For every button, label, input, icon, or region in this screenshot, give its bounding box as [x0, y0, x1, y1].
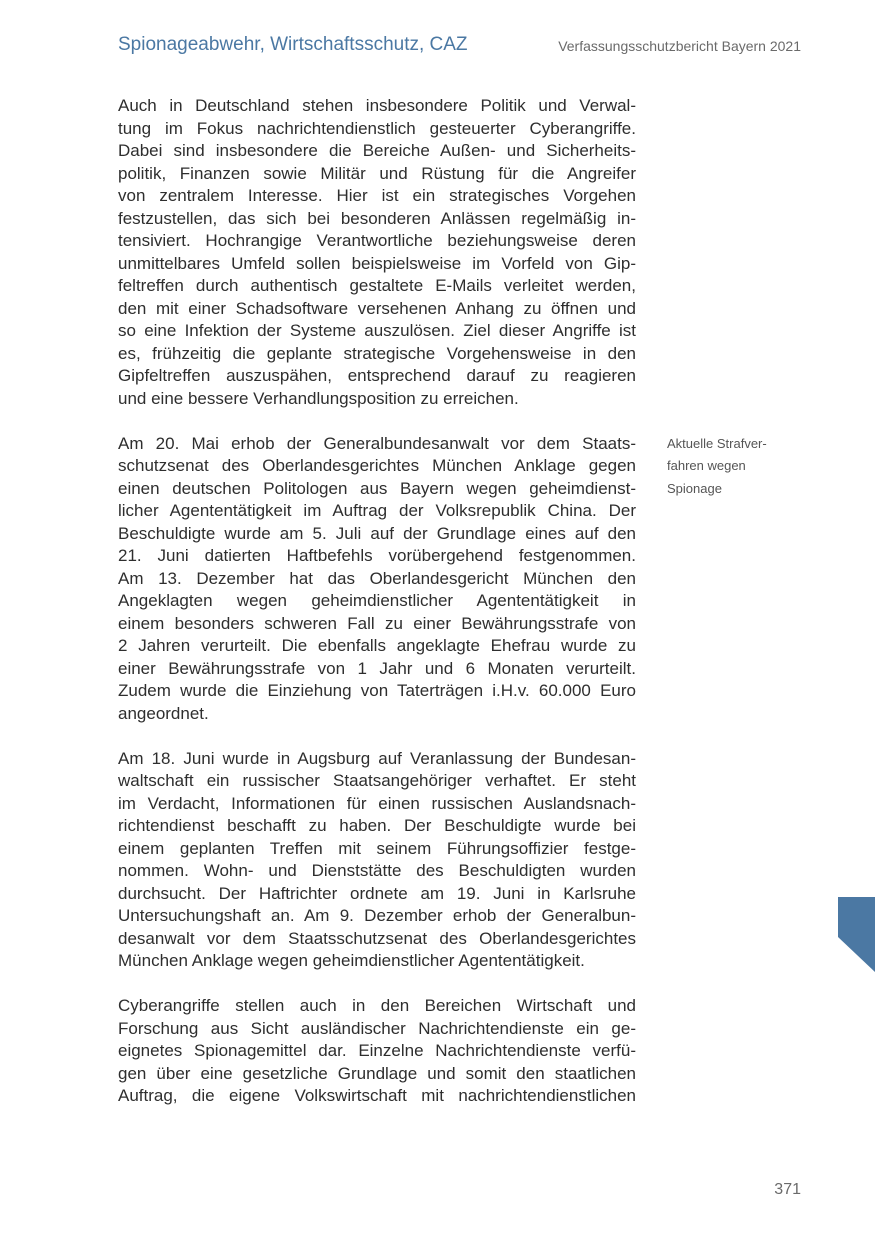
text-line: Gipfeltreffen auszuspähen, entsprechend darauf zu reagieren — [118, 366, 636, 385]
text-line: Forschung aus Sicht ausländischer Nachrichtendienste ein ge- — [118, 1018, 636, 1038]
paragraph — [118, 748, 636, 973]
chapter-tab-shape — [838, 897, 875, 972]
text-line: politik, Finanzen sowie Militär und Rüstung für die Angreifer — [118, 163, 636, 183]
paragraph — [118, 95, 636, 410]
text-line: festzustellen, das sich bei besonderen Anlässen regelmäßig in- — [118, 208, 636, 228]
text-line: angeordnet. — [118, 703, 209, 723]
text-line: nommen. Wohn- und Dienststätte des Beschuldigten wurden — [118, 861, 636, 880]
text-line: von zentralem Interesse. Hier ist ein strategisches Vorgehen — [118, 186, 636, 205]
text-line: Auch in Deutschland stehen insbesondere Politik und Verwal- — [118, 96, 636, 115]
text-line: so eine Infektion der Systeme auszulösen. Ziel dieser Angriffe ist — [118, 321, 636, 340]
text-line: Zudem wurde die Einziehung von Taterträgen i.H.v. 60.000 Euro — [118, 681, 636, 700]
text-line: München Anklage wegen geheimdienstlicher Agententätigkeit. — [118, 951, 585, 970]
chapter-tab-marker-icon — [838, 897, 875, 972]
text-line: Dabei sind insbesondere die Bereiche Außen- und Sicherheits- — [118, 141, 636, 160]
text-line: desanwalt vor dem Staatsschutzsenat des Oberlandesgerichtes — [118, 928, 636, 948]
text-line: richtendienst beschafft zu haben. Der Beschuldigte wurde bei — [118, 816, 636, 835]
text-line: waltschaft ein russischer Staatsangehöriger verhaftet. Er steht — [118, 771, 636, 790]
text-line: 21. Juni datierten Haftbefehls vorübergehend festgenommen. — [118, 546, 636, 565]
margin-note-line: fahren wegen — [667, 458, 746, 473]
text-line: tensiviert. Hochrangige Verantwortliche beziehungsweise deren — [118, 231, 636, 250]
text-line: es, frühzeitig die geplante strategische Vorgehensweise in den — [118, 343, 636, 363]
running-header-section-title: Spionageabwehr, Wirtschaftsschutz, CAZ — [118, 34, 468, 55]
text-line: Untersuchungshaft an. Am 9. Dezember erhob der Generalbun- — [118, 906, 636, 925]
margin-note-line: Spionage — [667, 480, 722, 496]
text-line: einen deutschen Politologen aus Bayern wegen geheimdienst- — [118, 478, 636, 498]
paragraph — [118, 995, 636, 1108]
text-line: licher Agententätigkeit im Auftrag der Volksrepublik China. Der — [118, 501, 636, 520]
text-line: eignetes Spionagemittel dar. Einzelne Nachrichtendienste verfü- — [118, 1041, 636, 1060]
text-line: Am 18. Juni wurde in Augsburg auf Veranlassung der Bundesan- — [118, 748, 636, 768]
margin-note — [667, 433, 807, 501]
text-line: Angeklagten wegen geheimdienstlicher Agententätigkeit in — [118, 591, 636, 610]
page-number: 371 — [774, 1181, 801, 1198]
text-line: Beschuldigte wurde am 5. Juli auf der Grundlage eines auf den — [118, 523, 636, 543]
text-line: Am 13. Dezember hat das Oberlandesgericht München den — [118, 568, 636, 588]
running-header-publication-title: Verfassungsschutzbericht Bayern 2021 — [558, 38, 801, 54]
text-line: schutzsenat des Oberlandesgerichtes München Anklage gegen — [118, 456, 636, 475]
body-text — [118, 95, 636, 1130]
text-line: Auftrag, die eigene Volkswirtschaft mit nachrichtendienstlichen — [118, 1086, 636, 1105]
text-line: und eine bessere Verhandlungsposition zu erreichen. — [118, 388, 519, 408]
text-line: Am 20. Mai erhob der Generalbundesanwalt vor dem Staats- — [118, 433, 636, 453]
paragraph — [118, 433, 636, 726]
text-line: einer Bewährungsstrafe von 1 Jahr und 6 Monaten verurteilt. — [118, 658, 636, 678]
text-line: im Verdacht, Informationen für einen russischen Auslandsnach- — [118, 793, 636, 813]
margin-note-line: Aktuelle Strafver- — [667, 435, 767, 451]
text-line: einem geplanten Treffen mit seinem Führungsoffizier festge- — [118, 838, 636, 858]
text-line: Cyberangriffe stellen auch in den Bereichen Wirtschaft und — [118, 996, 636, 1015]
text-line: einem besonders schweren Fall zu einer Bewährungsstrafe von — [118, 613, 636, 633]
text-line: 2 Jahren verurteilt. Die ebenfalls angeklagte Ehefrau wurde zu — [118, 636, 636, 655]
text-line: unmittelbares Umfeld sollen beispielsweise im Vorfeld von Gip- — [118, 253, 636, 273]
text-line: durchsucht. Der Haftrichter ordnete am 19. Juni in Karlsruhe — [118, 883, 636, 903]
text-line: tung im Fokus nachrichtendienstlich gesteuerter Cyberangriffe. — [118, 118, 636, 138]
text-line: den mit einer Schadsoftware versehenen Anhang zu öffnen und — [118, 298, 636, 318]
text-line: feltreffen durch authentisch gestaltete E-Mails verleitet werden, — [118, 276, 636, 295]
text-line: gen über eine gesetzliche Grundlage und somit den staatlichen — [118, 1063, 636, 1083]
